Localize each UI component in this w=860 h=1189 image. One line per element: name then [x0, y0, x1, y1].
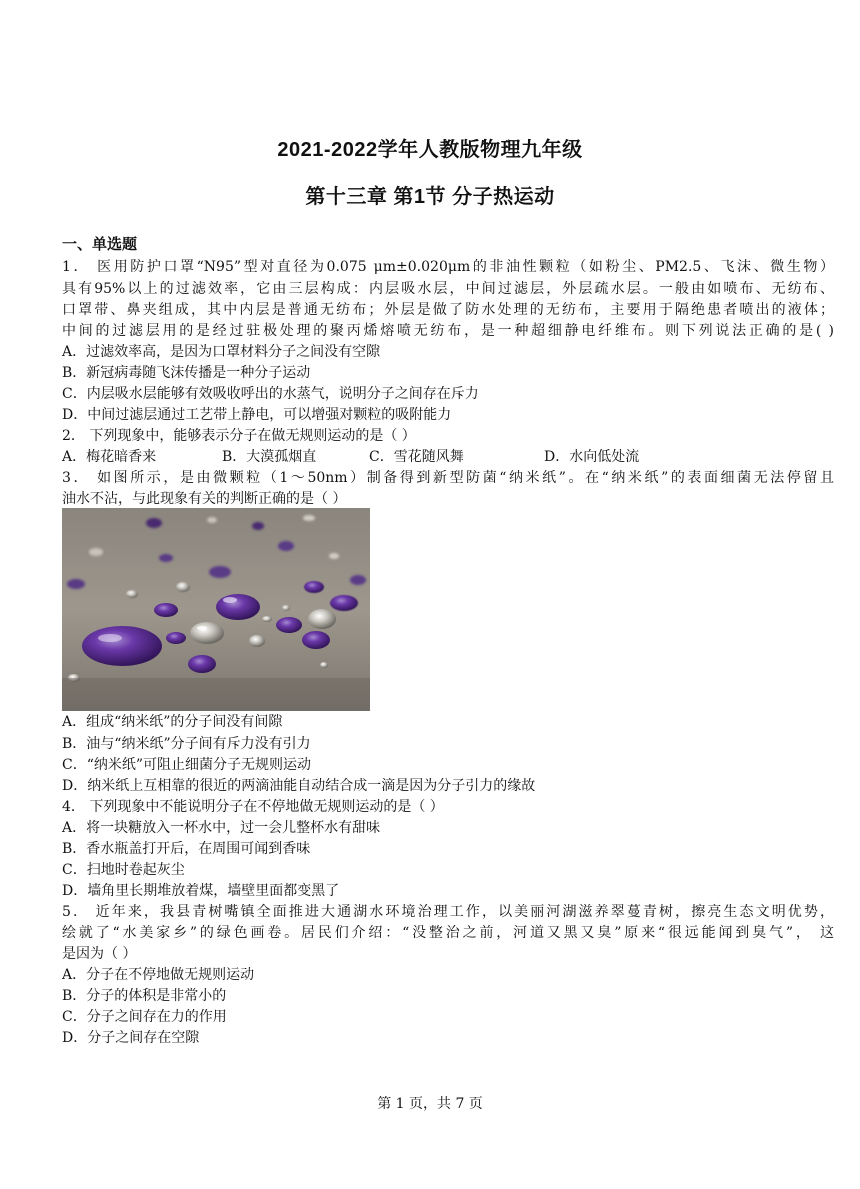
- q4-option-c: C．扫地时卷起灰尘: [62, 862, 185, 878]
- q3-stem-line: 油水不沾，与此现象有关的判断正确的是（ ）: [62, 491, 347, 507]
- page-footer: 第 1 页，共 7 页: [377, 1096, 483, 1112]
- q3-stem-line: 3． 如图所示，是由微颗粒（1～50nm）制备得到新型防菌“纳米纸”。在“纳米纸”的表面细菌无法停留且: [62, 470, 834, 486]
- q4-stem: 4． 下列现象中不能说明分子在不停地做无规则运动的是（ ）: [62, 799, 444, 815]
- q2-option-b: B．大漠孤烟直: [222, 449, 317, 465]
- q1-option-c: C．内层吸水层能够有效吸收呼出的水蒸气，说明分子之间存在斥力: [62, 386, 479, 402]
- q1-option-b: B．新冠病毒随飞沫传播是一种分子运动: [62, 365, 311, 381]
- q5-stem-line: 5． 近年来，我县青树嘴镇全面推进大通湖水环境治理工作，以美丽河湖滋养翠蔓青树，擦亮生态文明优势，: [62, 904, 834, 920]
- q1-option-a: A．过滤效率高，是因为口罩材料分子之间没有空隙: [62, 344, 381, 360]
- q2-option-c: C．雪花随风舞: [369, 449, 464, 465]
- document-title: 2021-2022学年人教版物理九年级: [277, 139, 583, 161]
- q2-option-a: A．梅花暗香来: [62, 449, 157, 465]
- q2-stem: 2． 下列现象中，能够表示分子在做无规则运动的是（ ）: [62, 428, 416, 444]
- q1-stem-line: 中间的过滤层用的是经过驻极处理的聚丙烯熔喷无纺布，是一种超细静电纤维布。则下列说法正确的是( ): [62, 323, 834, 339]
- q1-stem-line: 1． 医用防护口罩“N95”型对直径为0.075 μm±0.020μm的非油性颗粒（如粉尘、PM2.5、飞沫、微生物）: [62, 259, 834, 275]
- q4-option-d: D．墙角里长期堆放着煤，墙壁里面都变黑了: [62, 883, 340, 899]
- q3-option-b: B．油与“纳米纸”分子间有斥力没有引力: [62, 736, 311, 752]
- q5-stem-line: 是因为（ ）: [62, 946, 137, 962]
- q1-stem-line: 具有95%以上的过滤效率，它由三层构成：内层吸水层，中间过滤层，外层疏水层。一般由如喷布、无纺布、: [62, 281, 834, 297]
- q5-stem-line: 绘就了“水美家乡”的绿色画卷。居民们介绍：“没整治之前，河道又黑又臭”原来“很远能闻到臭气”， 这: [62, 925, 834, 941]
- q5-option-a: A．分子在不停地做无规则运动: [62, 967, 255, 983]
- nano-paper-droplets-photo: [62, 508, 370, 711]
- q4-option-a: A．将一块糖放入一杯水中，过一会儿整杯水有甜味: [62, 820, 381, 836]
- q1-option-d: D．中间过滤层通过工艺带上静电，可以增强对颗粒的吸附能力: [62, 407, 452, 423]
- q3-option-d: D．纳米纸上互相靠的很近的两滴油能自动结合成一滴是因为分子引力的缘故: [62, 778, 536, 794]
- q4-option-b: B．香水瓶盖打开后，在周围可闻到香味: [62, 841, 311, 857]
- q3-option-c: C．“纳米纸”可阻止细菌分子无规则运动: [62, 757, 312, 773]
- q3-option-a: A．组成“纳米纸”的分子间没有间隙: [62, 714, 283, 730]
- q1-stem-line: 口罩带、鼻夹组成，其中内层是普通无纺布；外层是做了防水处理的无纺布，主要用于隔绝患者喷出的液体；: [62, 302, 834, 318]
- q5-option-c: C．分子之间存在力的作用: [62, 1009, 227, 1025]
- q5-option-b: B．分子的体积是非常小的: [62, 988, 227, 1004]
- section-heading: 一、单选题: [62, 235, 138, 253]
- q2-option-d: D．水向低处流: [544, 449, 640, 465]
- document-subtitle: 第十三章 第1节 分子热运动: [305, 186, 555, 208]
- q5-option-d: D．分子之间存在空隙: [62, 1030, 200, 1046]
